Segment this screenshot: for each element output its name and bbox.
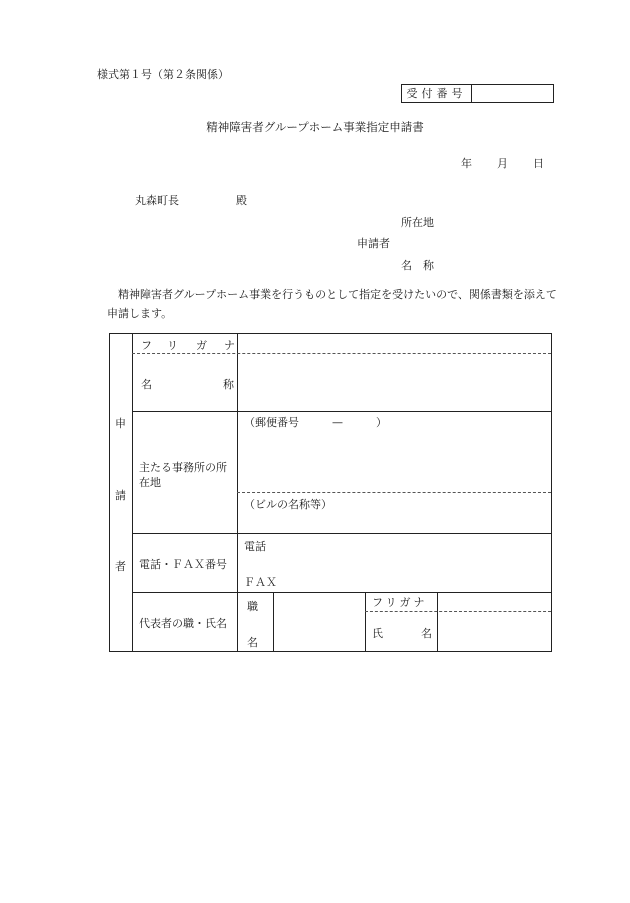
office-address-label: 主たる事務所の所在地 [139, 461, 227, 489]
representative-label: 代表者の職・氏名 [139, 617, 227, 630]
honorific: 殿 [236, 194, 247, 207]
phone-fax-label: 電話・ＦＡＸ番号 [139, 558, 227, 571]
furigana-label-1: フ [141, 339, 152, 352]
intro-paragraph: 精神障害者グループホーム事業を行うものとして指定を受けたいので、関係書類を添えて申請します。 [107, 288, 557, 320]
side-label-1: 申 [115, 417, 126, 430]
applicant-name-label: 名 称 [401, 259, 434, 272]
rep-title-label-1: 職 [247, 600, 258, 613]
rep-furigana-label: フリガナ [372, 596, 428, 609]
name-label-2: 称 [223, 378, 234, 391]
name-label-1: 名 [141, 378, 152, 391]
rep-name-label-2: 名 [421, 627, 432, 640]
furigana-label-2: リ [167, 339, 178, 352]
furigana-label-4: ナ [224, 339, 235, 352]
fax-label: ＦＡＸ [244, 576, 277, 589]
phone-label: 電話 [244, 540, 266, 553]
side-label-2: 請 [115, 489, 126, 502]
receipt-number-label: 受付番号 [402, 85, 472, 102]
receipt-number-box [401, 84, 554, 103]
document-title: 精神障害者グループホーム事業指定申請書 [206, 120, 424, 134]
date-day: 日 [533, 157, 544, 170]
applicant-address-label: 所在地 [401, 216, 434, 229]
rep-title-label-2: 名 [247, 636, 258, 649]
application-table [109, 333, 552, 652]
building-name-field: （ビルの名称等） [244, 498, 332, 511]
applicant-label: 申請者 [357, 237, 390, 250]
rep-name-label-1: 氏 [372, 627, 383, 640]
date-month: 月 [497, 157, 508, 170]
addressee: 丸森町長 [135, 194, 179, 207]
date-year: 年 [461, 157, 472, 170]
postal-code-field: （郵便番号 — ） [244, 416, 387, 429]
form-number: 様式第１号（第２条関係） [97, 68, 229, 81]
furigana-label-3: ガ [196, 339, 207, 352]
side-label-3: 者 [115, 560, 126, 573]
